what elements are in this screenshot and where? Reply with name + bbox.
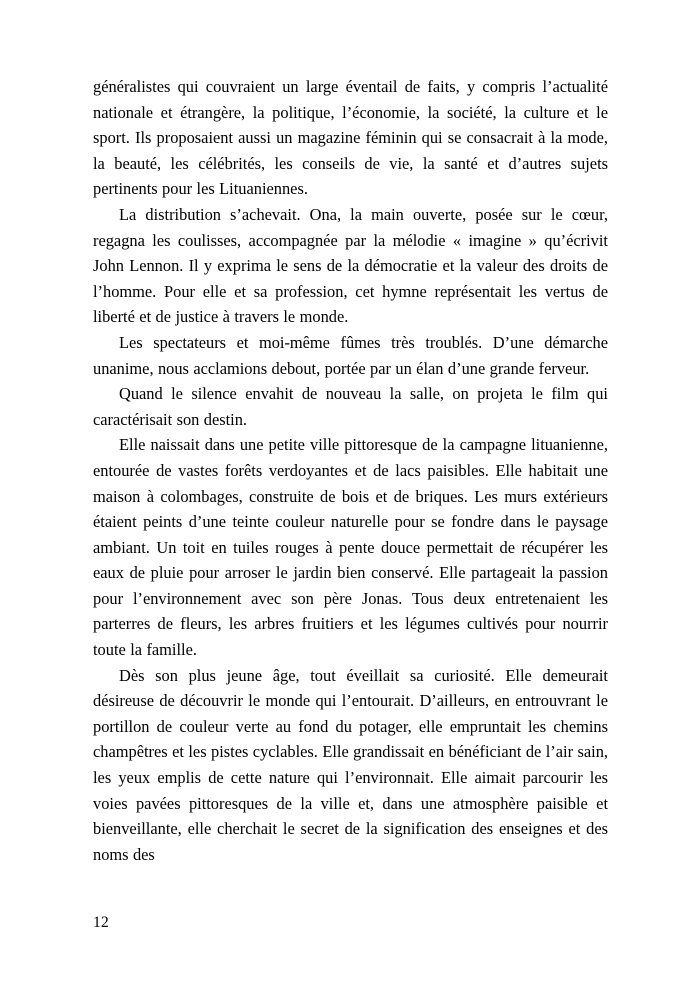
paragraph-5: Elle naissait dans une petite ville pittoresque de la campagne lituanienne, entourée de vastes forêts verdoyantes et de lacs paisibles. Elle habitait une maison à colombages, construite de bois et de briques. Les murs extérieurs étaient peints d’une teinte couleur naturelle pour se fondre dans le paysage ambiant. Un toit en tuiles rouges à pente douce permettait de récupérer les eaux de pluie pour arroser le jardin bien conservé. Elle partageait la passion pour l’environnement avec son père Jonas. Tous deux entretenaient les parterres de fleurs, les arbres fruitiers et les légumes cultivés pour nourrir toute la famille. (93, 435, 608, 660)
page-body-text (93, 74, 608, 867)
page-number: 12 (93, 914, 109, 931)
paragraph-6: Dès son plus jeune âge, tout éveillait sa curiosité. Elle demeurait désireuse de découvrir le monde qui l’entourait. D’ailleurs, en entrouvrant le portillon de couleur verte au fond du potager, elle empruntait les chemins champêtres et les pistes cyclables. Elle grandissait en bénéficiant de l’air sain, les yeux emplis de cette nature qui l’environnait. Elle aimait parcourir les voies pavées pittoresques de la ville et, dans une atmosphère paisible et bienveillante, elle cherchait le secret de la signification des enseignes et des noms des (93, 665, 608, 864)
paragraph-3: Les spectateurs et moi-même fûmes très troublés. D’une démarche unanime, nous acclamions debout, portée par un élan d’une grande ferveur. (93, 332, 608, 378)
paragraph-4: Quand le silence envahit de nouveau la salle, on projeta le film qui caractérisait son destin. (93, 384, 608, 429)
paragraph-1: généralistes qui couvraient un large éventail de faits, y compris l’actualité nationale et étrangère, la politique, l’économie, la société, la culture et le sport. Ils proposaient aussi un magazine féminin qui se consacrait à la mode, la beauté, les célébrités, les conseils de vie, la santé et d’autres sujets pertinents pour les Lituaniennes. (93, 77, 608, 199)
paragraph-2: La distribution s’achevait. Ona, la main ouverte, posée sur le cœur, regagna les coulisses, accompagnée par la mélodie « imagine » qu’écrivit John Lennon. Il y exprima le sens de la démocratie et la valeur des droits de l’homme. Pour elle et sa profession, cet hymne représentait les vertus de liberté et de justice à travers le monde. (93, 204, 608, 327)
